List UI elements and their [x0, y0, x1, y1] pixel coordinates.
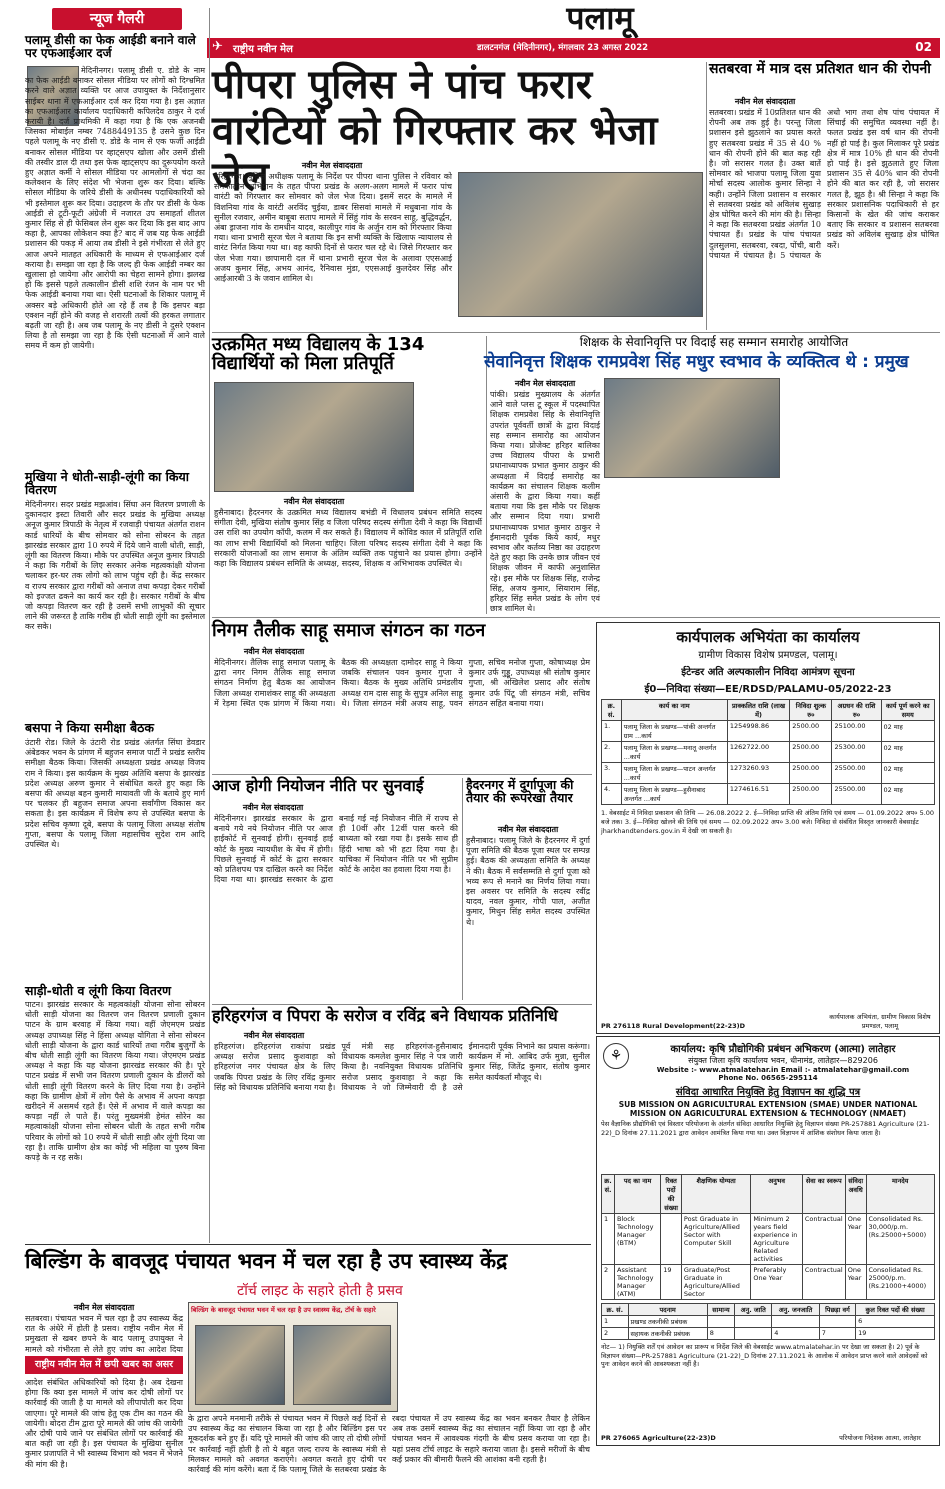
niyojan-byline: नवीन मेल संवाददाता [242, 803, 304, 812]
nigam-headline: निगम तैलीक साहू समाज संगठन का गठन [212, 620, 486, 641]
lead-byline: नवीन मेल संवाददाता [301, 161, 363, 170]
tender1-footer-left: PR 276118 Rural Development(22-23)D [601, 1022, 745, 1030]
school-byline: नवीन मेल संवाददाता [283, 497, 345, 506]
tender2-cell [661, 1214, 682, 1265]
tender2-sub-header-cell: अनु. जाति [735, 1304, 772, 1316]
bottom-text-1: सतबरवा। पंचायत भवन में चल रहा है उप स्वास्थ्य केंद्र रात के अंधेरे में होती है प्रसव। राष्ट्रीय नवीन मेल में प्रमुखता से खबर छपने के बाद पलामू उपायुक्त ने मामले को गंभीरता से लेते हुए जांच का आदेश दिया [25, 1314, 183, 1354]
school-text: हुसैनाबाद। हैदरनगर के उत्क्रमित मध्य विद्यालय बभंडी में विधालय प्रबंधन समिति सदस्य संगीता देवी, मुखिया संतोष कुमार सिंह व जिला परिषद सदस्य संगीता देवी ने कहा कि विद्यार्थी उस राशि का उपयोग कॉपी, कलम में कर सकते हैं। विद्यालय में कोविड काल में प्रतिपूर्ति राशि का लाभ सभी विद्यार्थियों को मिलना चाहिए। जिला परिषद सदस्य संगीता देवी ने कहा कि सरकारी योजनाओं का लाभ समाज के अंतिम व्यक्ति तक पहुंचाने का प्रयास होगा। उन्होंने कहा कि विद्यालय प्रबंधन समिति के अध्यक्ष, सदस्य, शिक्षक व अभिभावक उपस्थित थे। [214, 508, 482, 569]
tender2-sub-cell: 6 [856, 1316, 935, 1328]
tender2-cell: Consolidated Rs. 25000/p.m. (Rs.21000+4000) [866, 1265, 935, 1300]
paddy-byline: नवीन मेल संवाददाता [734, 97, 796, 106]
tender2-sub-cell [772, 1316, 819, 1328]
bottom-text-2: आदेश संबंधित अधिकारियों को दिया है। अब देखना होगा कि क्या इस मामले में जांच कर दोषी लोगों पर कार्रवाई की जाती है या मामले को लीपापोती कर दिया जाएगा। पूरे मामले की जांच हेतु एक टीम का गठन की जायेगी। बोदरा टीम द्वारा पूरे मामले की जांच की जायेगी और दोषी पाये जाने पर संबंधित लोगों पर कार्रवाई की बात कही जा रही है। इस पंचायत के मुखिया सुनील कुमार प्रजापति ने भी स्वास्थ्य विभाग को भवन में भेजने की मांग की है। [25, 1378, 183, 1469]
durga-byline: नवीन मेल संवाददाता [497, 825, 559, 834]
dateline: डालटनगंज (मेदिनीनगर), मंगलवार 23 अगस्त 2022 [477, 43, 649, 53]
tender1-cell: 25100.00 [832, 721, 881, 742]
tender2-footer-right: परियोजना निदेशक आत्मा, लातेहार [839, 1434, 921, 1442]
tender1-cell: 25300.00 [832, 742, 881, 763]
leftcol-text-1: मेदिनीनगर। सदर प्रखंड मझआंव। सिंघा अन वितरण प्रणाली के दुकानदार इस्टा तिवारी और सदर प्रखंड के मुखिया अध्यक्ष अनूज कुमार त्रिपाठी के नेतृत्व में रजवाड़ी पंचायत अंतर्गत राशन कार्ड धारियों के बीच सोमवार को सोना सोबरन के तहत झारखंड सरकार द्वारा 10 रुपये में दिये जाने वाली धोती, साड़ी, लूंगी का वितरण किया। मौके पर उपस्थित अनूज कुमार त्रिपाठी ने कहा कि गरीबों के लिए सरकार अनेक महत्वकांक्षी योजना चलाकर हर-घर तक लोगो को लाभ पहुंच रही है। केंद्र सरकार व राज्य सरकार द्वारा गरीबों को अनाज तथा कपड़ा देकर गरीबों को इज्जत ढकने का कार्य कर रही है। सरकार गरीबों के बीच जो कपड़ा वितरण कर रही है उसमें सभी लाभुकों की सूचार लाने की जरूरत है ताकि गरीब ही धोती साड़ी लूंगी का इस्तेमाल कर सके। [25, 500, 205, 632]
tender2-cell: Post Graduate in Agriculture/Allied Sector with Computer Skill [681, 1214, 750, 1265]
school-headline: उत्क्रमित मध्य विद्यालय के 134 विद्यार्थियों को मिला प्रतिपूर्ति [212, 334, 425, 374]
tender2-sub-header-cell: क्र. सं. [602, 1304, 629, 1316]
tender2-sub-header-cell: पदनाम [628, 1304, 707, 1316]
tender1-cell: पलामू जिला के प्रखण्ड—पाटन अन्तर्गत ...कार्य [621, 763, 727, 784]
clip-caption: बिल्डिंग के बावजूद पंचायत भवन में चल रहा है उप स्वास्थ्य केंद्र, टॉर्च के सहारे [191, 1306, 376, 1314]
tender1-header-cell: कार्य पूर्ण करने का समय [881, 700, 934, 721]
tender2-sub-cell: 2 [602, 1328, 629, 1340]
tender1-cell: 1273260.93 [727, 763, 789, 784]
tender1-row [602, 742, 935, 763]
tender2-cell: Assistant Technology Manager (ATM) [615, 1265, 661, 1300]
tender2-sub-cell: 19 [856, 1328, 935, 1340]
masthead-title: पलामू [566, 0, 634, 37]
niyojan-text: मेदिनीनगर। झारखंड सरकार के द्वारा बनाये गये नये नियोजन नीति पर आज हाईकोर्ट में सुनवाई होगी। सुनवाई हाई कोर्ट के मुख्य न्यायधीश के बेंच में होगी। पिछले सुनवाई में कोर्ट के द्वारा सरकार को प्रतिशपथ पत्र दाखिल करने का निर्देश दिया गया था। झारखंड सरकार के द्वारा बनाई गई नई नियोजन नीति में राज्य से ही 10वीं और 12वीं पास करने की बाध्यता को रखा गया है। इसके साथ ही हिंदी भाषा को भी हटा दिया गया है। याचिका में नियोजन नीति पर भी सुप्रीम कोर्ट के आदेश का हवाला दिया गया है। [214, 814, 458, 885]
tender2-header-cell: रिक्त पदों की संख्या [661, 1175, 682, 1214]
tender2-sub-cell: 7 [819, 1328, 855, 1340]
tender2-cell: 1 [602, 1214, 615, 1265]
bottom-text-3: के द्वारा अपने मनमानी तरीके से पंचायत भवन में पिछले कई दिनों से उप स्वास्थ्य केंद्र का संचालन किया जा रहा है और बिल्डिंग इस पर मूकदर्शक बने हुए हैं। यदि पूरे मामले की जांच की जाए तो दोषी लोगों पर कार्रवाई नहीं होती है तो ये बहुत जल्द राज्य के स्वास्थ्य मंत्री से मिलकर मामले को अवगत कराएंगे। अवगत कराते हुए दोषी पर कार्रवाई की मांग करेंगे। बता दें कि पलामू जिले के सतबरवा प्रखंड के रबदा पंचायत में उप स्वास्थ्य केंद्र का भवन बनकर तैयार है लेकिन अब तक उसमें स्वास्थ्य केंद्र का संचालन नहीं किया जा रहा है और पंचायत भवन में आवश्यक गंदगी के बीच प्रसव कराया जा रहा है। यहां प्रसव टॉर्च लाइट के सहारे कराया जाता है। इससे मरीजों के बीच कई प्रकार की बीमारी फैलने की आशंका बनी रहती है। [188, 1414, 590, 1475]
bottom-byline: नवीन मेल संवाददाता [73, 1303, 135, 1312]
tender1-number: ई0—निविदा संख्या—EE/RDSD/PALAMU-05/2022-23 [644, 684, 892, 695]
news-clipping-image [188, 1302, 398, 1412]
tender1-header-cell: निविदा शुल्क रु० [790, 700, 832, 721]
section-name: राष्ट्रीय नवीन मेल [233, 44, 293, 55]
masthead-bar [207, 38, 940, 58]
leftcol-headline-1: मुखिया ने धोती-साड़ी-लूंगी का किया वितरण [25, 469, 189, 498]
impact-banner [25, 1356, 183, 1374]
lead-police-photo [458, 172, 703, 317]
tender2-row [602, 1214, 935, 1265]
tender1-division: ग्रामीण विकास विशेष प्रमण्डल, पलामू। [698, 650, 838, 661]
page-number: 02 [915, 40, 932, 54]
tender1-cell: 02 माह [881, 784, 934, 805]
tender2-sub-cell: प्रखण्ड तकनीकी प्रबंधक [628, 1316, 707, 1328]
tender2-row [602, 1265, 935, 1300]
tender1-cell: 1274616.51 [727, 784, 789, 805]
tender2-table [601, 1174, 935, 1300]
teacher-felicitation-photo [604, 378, 780, 478]
tender1-header-cell: अग्रधन की राशि रु० [832, 700, 881, 721]
tender1-cell: 2. [602, 742, 622, 763]
tender2-sub-cell: 4 [772, 1328, 819, 1340]
tender1-cell: पलामू जिला के प्रखण्ड—मनातू अन्तर्गत ...कार्य [621, 742, 727, 763]
tender-notice-2 [596, 1036, 940, 1446]
tender2-sub-cell [819, 1316, 855, 1328]
tender1-cell: 3. [602, 763, 622, 784]
teacher-byline: नवीन मेल संवाददाता [514, 379, 576, 388]
durga-text: हुसैनाबाद। पलामू जिले के हैदरनगर में दुर्गा पूजा समिति की बैठक पूजा स्थल पर सम्पन्न हुई। बैठक की अध्यक्षता समिति के अध्यक्ष ने की। बैठक में सर्वसम्मति से दुर्गा पूजा को भव्य रूप से मनाने का निर्णय लिया गया। इस अवसर पर समिति के सदस्य रवींद्र यादव, नवल कुमार, गोपी पाल, अजीत कुमार, मिथुन सिंह समेत सदस्य उपस्थित थे। [466, 836, 590, 927]
bird-logo-icon: ✈ [212, 39, 223, 54]
leftcol-headline-3: साड़ी-धोती व लूंगी किया वितरण [25, 983, 171, 998]
tender1-cell: 1254998.86 [727, 721, 789, 742]
tender1-cell: 02 माह [881, 742, 934, 763]
tender2-sub-row [602, 1316, 935, 1328]
mla-headline: हरिहरगंज व पिपरा के सरोज व रविंद्र बने विधायक प्रतिनिधि [212, 1006, 558, 1025]
tender2-header-cell: सेवा का स्वरूप [802, 1175, 845, 1214]
tender2-scheme: SUB MISSION ON AGRICULTURAL EXTENSION (SMAE) UNDER NATIONAL MISSION ON AGRICULTURAL EXTENSION & TECHNOLOGY (NMAET) [618, 1100, 918, 1118]
tender1-cell: 25500.00 [832, 784, 881, 805]
tender1-cell: 25500.00 [832, 763, 881, 784]
tender2-header-cell: क्र. सं. [602, 1175, 615, 1214]
tender2-sub-header-cell: सामान्य [707, 1304, 734, 1316]
tender1-header-cell: प्राक्कलित राशि (लाख में) [727, 700, 789, 721]
paddy-headline: सतबरवा में मात्र दस प्रतिशत धान की रोपनी [709, 61, 931, 77]
column-divider [209, 8, 210, 1243]
tender1-header-cell: क्र. सं. [602, 700, 622, 721]
tender2-sub-cell [735, 1316, 772, 1328]
nigam-byline: नवीन मेल संवाददाता [243, 647, 305, 656]
tender2-cell: Contractual [802, 1214, 845, 1265]
tender1-title: ईटेन्डर अति अल्पकालीन निविदा आमंत्रण सूचना [681, 667, 855, 678]
tender2-subtable [601, 1303, 935, 1340]
tender1-cell: 1. [602, 721, 622, 742]
mla-byline: नवीन मेल संवाददाता [243, 1031, 305, 1040]
tender1-cell: पलामू जिला के प्रखण्ड—हुसैनाबाद अन्तर्गत ...कार्य [621, 784, 727, 805]
tender2-contact: Website :- www.atmalatehar.in Email :- atmalatehar@gmail.com [656, 1066, 910, 1074]
lead-headline: पीपरा पुलिस ने पांच फरार वारंटियों को गिरफ्तार कर भेजा जेल [212, 62, 658, 200]
tender2-sub-cell: 1 [602, 1316, 629, 1328]
tender1-cell: 1262722.00 [727, 742, 789, 763]
tender2-cell: Consolidated Rs. 30,000/p.m. (Rs.25000+5000) [866, 1214, 935, 1265]
tender2-cell: Graduate/Post Graduate in Agriculture/Allied Sector [681, 1265, 750, 1300]
bottom-headline: बिल्डिंग के बावजूद पंचायत भवन में चल रहा है उप स्वास्थ्य केंद्र [25, 1249, 508, 1273]
impact-banner-text: राष्ट्रीय नवीन मेल में छपी खबर का असर [34, 1359, 174, 1370]
mla-text: हरिहरगंज। हरिहरगंज राकांपा प्रखंड अध्यक्ष सरोज प्रसाद कुशवाहा को हरिहरगंज नगर पंचायत क्षेत्र के लिए जबकि पिपरा प्रखंड के लिए रविंद्र कुमार सिंह को विधायक प्रतिनिधि बनाया गया है। पूर्व मंत्री सह हरिहरगंज-हुसैनाबाद विधायक कमलेश कुमार सिंह ने पत्र जारी किया है। नवनियुक्त विधायक प्रतिनिधि सरोज प्रसाद कुशवाहा ने कहा कि विधायक ने जो जिम्मेवारी दी है उसे ईमानदारी पूर्वक निभाने का प्रयास करूंगा। कार्यक्रम में मो. आबिद उर्फ मुन्ना, सुनील कुमार सिंह, जितेंद्र कुमार, संतोष कुमार समेत कार्यकर्ता मौजूद थे। [214, 1042, 590, 1092]
jharkhand-emblem-icon: ⚘ [603, 1043, 629, 1069]
leftcol-headline-2: बसपा ने किया समीक्षा बैठक [25, 720, 154, 735]
tender1-row [602, 784, 935, 805]
tender2-cell: 2 [602, 1265, 615, 1300]
paddy-text: सतबरवा। प्रखंड में 10प्रतिशत धान की रोपनी अब तक हुई है। परन्तु जिला प्रशासन इसे झुठलाने का प्रयास करते हुए सतबरवा प्रखंड में 35 से 40 % धान की रोपनी होने की बात कह रही है। जो सरासर गलत है। उक्त बातें सोमवार को भाजपा पलामू जिला युवा मोर्चा सदस्य आलोक कुमार सिन्हा ने कही। उन्होंने जिला प्रशासन व सरकार से सतबरवा प्रखंड को अविलंब सुखाड़ क्षेत्र घोषित करने की मांग की है। सिन्हा ने कहा कि सतबरवा प्रखंड अंतर्गत 10 पंचायत हैं। प्रखंड के पांच पंचायत दुलसुलमा, सतबरवा, रबदा, पोंची, बारी पंचायत में पंचायत है। 5 पंचायत के अधो भाग तथा शेष पांच पंचायत में सिंचाई की समुचित व्यवस्था नहीं है। फलत प्रखंड इस वर्ष धान की रोपनी नहीं हो पाई है। कुल मिलाकर पूरे प्रखंड क्षेत्र में मात्र 10% ही धान की रोपनी हो पाई है। इसे झुठलाते हुए जिला प्रशासन 35 से 40% धान की रोपनी होने की बात कर रही है, जो सरासर गलत है, झूठ है। श्री सिन्हा ने कहा कि सरकार प्रशासनिक पदाधिकारी से हर किसानों के खेत की जांच कराकर बताए कि सरकार व प्रशासन सतबरवा प्रखंड को अविलंब सुखाड़ क्षेत्र घोषित करें। [709, 108, 939, 260]
tender2-cell: One Year [845, 1214, 866, 1265]
gallery-label: न्यूज गैलरी [89, 11, 145, 27]
tender2-cell: Block Technology Manager (BTM) [615, 1214, 661, 1265]
tender1-cell: पलामू जिला के प्रखण्ड—पांकी अन्तर्गत ग्राम ...कार्य [621, 721, 727, 742]
tender2-cell: 19 [661, 1265, 682, 1300]
tender-notice-1 [596, 622, 940, 1034]
gallery-text: मेदिनीनगर। पलामू डीसी ए. डोडे के नाम का फेक आईडी बनाकर सोसल मीडिया पर लोगों को दिग्भ्रमित करने वाले अज्ञात व्यक्ति पर आज उपायुक्त के निर्देशानुसार साईबर थाना में एफआईआर दर्ज कर दिया गया है। इस अज्ञात का एफआईआर कार्यालय पदाधिकारी कपिलदेव ठाकुर ने दर्ज करायी है। दर्ज प्राथमिकी में कहा गया है कि एक अजनबी जिसका मोबाईल नम्बर 7488449135 है उसने कुछ दिन पहले पलामू के नए डीसी ए. डोडे के नाम से एक फर्जी आईडी बनाकर सोसल मीडिया पर व्हाट्सएप खोला और उसमें डीसी की तस्वीर डाल दी तथा इस फेक व्हाट्सएप का दुरूपयोग करते हुए अज्ञात कर्मी ने सोसल मीडिया पर आमलोगों से चंदा का कलेक्शन के लिए संदेश भी भेजना शुरू कर दिया। बल्कि सोसल मीडिया के जरिये डीसी के अधीनस्थ पदाधिकारियों को भी इस्तेमाल शुरू कर दिया। उदाहरण के तौर पर डीसी के फेक आईडी से टूटी-फूटी अंग्रेजी में नजारत उप समाहर्ता शीतल कुमार सिंह से ही फेसिबल लेन शुरू कर दिया कि इस बाद आप कहा है, आपका लोकेशन क्या है? बाद में जब यह फेक आईडी प्रशासन की पकड़ में आया तब डीसी ने इसे गंभीरता से लेते हुए आज अपने मातहत अधिकारी के माध्यम से एफआईआर दर्ज कराया है। समझा जा रहा है कि जल्द ही फेक आईडी नम्बर का खुलासा हो जायेगा और आरोपी का चेहरा सामने होगा। झलख हो कि इससे पहले तत्कालीन डीसी शशि रंजन के नाम पर भी फेक आईडी बनाया गया था। ऐसी घटनाओं के शिकार पलामू में अक्सर बड़े अधिकारी होते आ रहे हैं तब है कि इसपर बड़ा एक्शन नहीं होने की वजह से शरारती तत्वों की हरकत लगातार बढ़ती जा रही है। अब जब पलामू के नए डीसी ने दुसरे एक्शन लिया है तो समझा जा रहा है कि ऐसी घटनाओं में आने वाले समय में कम हो जायेगी। [25, 66, 205, 351]
gallery-label-box [52, 8, 182, 30]
tender1-cell: 4. [602, 784, 622, 805]
tender2-footer-left: PR 276065 Agriculture(22-23)D [601, 1434, 716, 1442]
tender2-cell: Preferably One Year [751, 1265, 803, 1300]
tender2-sub-cell [735, 1328, 772, 1340]
tender1-footer-right: कार्यपालक अभियंता, ग्रामीण विकास विशेष प्रमण्डल, पलामू [829, 1013, 931, 1030]
tender2-header-cell: मानदेय [866, 1175, 935, 1214]
teacher-text-cont [604, 482, 780, 614]
teacher-text: पांकी। प्रखंड मुख्यालय के अंतर्गत आने वाले प्लस टू स्कूल में पदस्थापित शिक्षक रामप्रवेश सिंह के सेवानिवृत्ति उपरांत पूर्ववर्ती छात्रों के द्वारा विदाई सह सम्मान समारोह का आयोजन किया गया। प्रोजेक्ट हरिहर बालिका उच्च विद्यालय पीपरा के प्रभारी प्रधानाध्यापक प्रभात कुमार ठाकुर की अध्यक्षता में विदाई समारोह का कार्यक्रम का संचालन शिक्षक कलीम अंसारी के द्वारा किया गया। कहीं बताया गया कि इस मौके पर शिक्षक और सम्मान दिया गया। प्रभारी प्रधानाध्यापक प्रभात कुमार ठाकुर ने ईमानदारी पूर्वक किये कार्य, मधुर स्वभाव और कर्तव्य निष्ठा का उदाहरण देते हुए कहा कि उनके छात्र जीवन एवं शिक्षक जीवन में काफी अनुशासित रहे। इस मौके पर शिक्षक सिंह, राजेन्द्र सिंह, अजय कुमार, सियाराम सिंह, हरिहर सिंह समेत प्रखंड के लोग एवं छात्र शामिल थे। [490, 390, 600, 614]
tender2-cell: One Year [845, 1265, 866, 1300]
tender2-intro: पेस वैज्ञानिक प्रौद्योगिकी एवं विस्तार परियोजना के अंतर्गत संविदा आधारित नियुक्ति हेतु विज्ञापन संख्या PR-257881 Agriculture (21-22)_D दिनांक 27.11.2021 द्वारा आवेदन आमंत्रित किया गया था। उक्त विज्ञापन में आंशिक संशोधन किया जाता है। [601, 1120, 930, 1137]
tender2-header-cell: शैक्षणिक योग्यता [681, 1175, 750, 1214]
tender2-sub-header-cell: पिछड़ा वर्ग [819, 1304, 855, 1316]
tender2-sub-cell: सहायक तकनीकी प्रबंधक [628, 1328, 707, 1340]
tender2-sub-header-cell: कुल रिक्त पदों की संख्या [856, 1304, 935, 1316]
tender2-corrigendum: संविदा आधारित नियुक्ति हेतु विज्ञापन का शुद्धि पत्र [675, 1087, 861, 1098]
tender2-header-cell: अनुभव [751, 1175, 803, 1214]
clip-photo-2 [293, 1325, 391, 1405]
tender2-sub-row [602, 1328, 935, 1340]
tender1-row [602, 721, 935, 742]
gallery-headline: पलामू डीसी का फेक आईडी बनाने वाले पर एफआईआर दर्ज [25, 33, 196, 60]
tender1-office: कार्यपालक अभियंता का कार्यालय [676, 628, 860, 646]
tender1-cell: 2500.00 [790, 784, 832, 805]
tender2-sub-cell [707, 1316, 734, 1328]
tender1-header-cell: कार्य का नाम [621, 700, 727, 721]
tender1-row [602, 763, 935, 784]
tender1-notes: 1. वेबसाईट में निविदा प्रकाशन की तिथि — 26.08.2022 2. ई—निविदा प्राप्ति की अंतिम तिथि एवं समय — 01.09.2022 अप० 5.00 बजे तक। 3. ई—निविदा खोलने की तिथि एवं समय — 02.09.2022 अप० 3.00 बजे। निविदा से संबंधित विस्तृत जानकारी वेबसाईट jharkhandtenders.gov.in में देखी जा सकती है। [601, 809, 935, 835]
tender2-office: कार्यालय: कृषि प्रौद्योगिकी प्रबंधन अभिकरण (आत्मा) लातेहार [670, 1044, 896, 1055]
leftcol-text-3: पाटन। झारखंड सरकार के महत्वकांक्षी योजना सोना सोबरन धोती साड़ी योजना का वितरण जन वितरण प्रणाली दुकान पाटन के ग्राम बरवाह में किया गया। वहीं जेएमएम प्रखंड अध्यक्ष उपाध्यक्ष सिंह ने हिंसा अध्यक्ष योगिता ने सोना सोबरन धोती साड़ी योजना के द्वारा कार्ड धारियों तथा गरीब बुजुर्गों के बीच धोती साड़ी लूंगी का वितरण किया गया। जेएमएम प्रखंड अध्यक्ष ने कहा कि यह योजना झारखंड सरकार की है। पूरे पाटन प्रखंड में सभी जन वितरण प्रणाली दुकान के डीलरों को धोती साड़ी लूंगी वितरण करने के लिए दिया गया है। उन्होंने कहा कि ग्रामीण क्षेत्रों में लोग पैसे के अभाव में अपना कपड़ा खरीदने में असमर्थ रहते हैं। ऐसे में अभाव में वाले कपड़ा का कपड़ा नहीं ले पाते हैं। परंतु मुख्यमंत्री हेमंत सोरेन का महत्वाकांक्षी योजना सोना सोबरन धोती के तहत सभी गरीब परिवार के लोगों को 10 रुपये में धोती साड़ी और लूंगी दिया जा रहा है। ताकि ग्रामीण क्षेत्र का कोई भी महिला या पुरुष बिना कपड़े के न रह सके। [25, 1000, 205, 1163]
nigam-text: मेदिनीनगर। तैलिक साहू समाज पलामू के द्वारा नगर निगम तैलिक साहू समाज संगठन निर्माण हेतु बैठक का आयोजन जिला अध्यक्ष रामाशंकर साहू की अध्यक्षता में रेड़मा स्थित एक प्रांगण में किया गया। बैठक की अध्यक्षता दामोदर साहू ने किया जबकि संचालन पवन कुमार गुप्ता ने किया। बैठक के मुख्य अतिथि प्रमंडलीय अध्यक्ष राम दास साहू के सुपुत्र अनिल साहू थे। जिला संगठन मंत्री अजय साहू, पवन गुप्ता, सचिव मनोज गुप्ता, कोषाध्यक्ष प्रेम कुमार उर्फ गुड्डू, उपाध्यक्ष श्री संतोष कुमार गुप्ता, श्री अखिलेश प्रसाद और संतोष कुमार उर्फ पिंटू जी संगठन मंत्री, सचिव संगठन सहित बनाया गया। [214, 658, 590, 708]
teacher-kicker: शिक्षक के सेवानिवृत्ति पर विदाई सह सम्मान समारोह आयोजित [579, 335, 849, 349]
school-students-photo [214, 382, 414, 492]
teacher-text-side [785, 378, 939, 614]
bottom-subhead: टॉर्च लाइट के सहारे होती है प्रसव [237, 1283, 403, 1299]
durga-headline: हैदरनगर में दुर्गापूजा की तैयार की रूपरेखा तैयार [466, 777, 574, 806]
tender2-notes: नोट— 1) नियुक्ति शर्तें एवं आवेदन का प्रारूप व निर्देश जिले की वेबसाईट www.atmalatehar.in पर देखा जा सकता है। 2) पूर्व के विज्ञापन संख्या—PR-257881 Agriculture (21-22)_D दिनांक 27.11.2021 के आलोक में आवेदन प्राप्त करने वाले आवेदकों को पुनः आवेदन करने की आवश्यकता नहीं है। [601, 1343, 928, 1368]
tender2-header-cell: पद का नाम [615, 1175, 661, 1214]
tender2-address: संयुक्त जिला कृषि कार्यालय भवन, धीनामंड, लातेहार—829206 [688, 1056, 878, 1065]
tender2-phone: Phone No. 06565-295114 [718, 1074, 818, 1082]
tender1-cell: 2500.00 [790, 763, 832, 784]
leftcol-text-2: उंटारी रोड। जिले के उंटारी रोड प्रखंड अंतर्गत सिंघा डेवडार अंबेडकर भवन के प्रांगण में बहुजन समाज पार्टी ने प्रखंड स्तरीय समीक्षा बैठक किया। जिसकी अध्यक्षता प्रखंड अध्यक्ष विजय राम ने किया। इस कार्यक्रम के मुख्य अतिथि बसपा के झारखंड प्रदेश अध्यक्ष अरुण कुमार ने संबोधित करते हुए कहा कि बसपा की अध्यक्ष बहन कुमारी मायावती जी के बताये हुए मार्ग पर चलकर ही बहुजन समाज अपना सर्वांगीण विकास कर सकता है। इस कार्यक्रम में विशेष रूप से उपस्थित बसपा के प्रदेश सचिव कृष्णा दूबे, बसपा के पलामू जिला अध्यक्ष संतोष गुप्ता, बसपा के पलामू जिला महासचिव सुदेश राम आदि उपस्थित थे। [25, 738, 205, 850]
tender2-sub-cell: 8 [707, 1328, 734, 1340]
tender2-cell: Minimum 2 years field experience in Agriculture Related activities [751, 1214, 803, 1265]
niyojan-headline: आज होगी नियोजन नीति पर सुनवाई [212, 776, 424, 795]
lead-text: हरिहरगंज। पुलिस अधीक्षक पलामू के निर्देश पर पीपरा थाना पुलिस ने रविवार को समकालीन अभियान के तहत पीपरा प्रखंड के अलग-अलग मामले में फरार पांच वारंटी को गिरफ्तार कर सोमवार को जेल भेज दिया। इसमें सदर के मामले में विशनिया गांव के वारंटी अरविंद चुईया, डाबर सिसवां मामले में मधुबाना गांव के सुनील रजवार, अमीन बाबूबा सताप मामले में सिंहुं गांव के सरवन साहू, बुद्धिवर्द्धन, अंबा ड्राजना गांव के रामधीन यादव, कालीपुर गांव के अर्जुन राम को गिरफ्तार किया गया। थाना प्रभारी सूरज चेल ने बताया कि इन सभी व्यक्ति के खिलाफ न्यायालय से वारंट निर्गत किया गया था। वह काफी दिनों से फरार चल रहे थे। जिसे गिरफ्तार कर जेल भेजा गया। छापामारी दल में थाना प्रभारी सूरज चेल के अलावा एएसआई अजय कुमार सिंह, अभय आनंद, रैनिवास मुंडा, एएसआई कुलदेवर सिंह और आईआरबी 3 के जवान शामिल थे। [214, 172, 452, 284]
tender2-header-cell: संविदा अवधि [845, 1175, 866, 1214]
tender1-cell: 2500.00 [790, 742, 832, 763]
tender2-cell: Contractual [802, 1265, 845, 1300]
tender1-table [601, 699, 935, 805]
tender1-cell: 2500.00 [790, 721, 832, 742]
teacher-headline: सेवानिवृत्त शिक्षक रामप्रवेश सिंह मधुर स्वभाव के व्यक्तित्व थे : प्रमुख [484, 352, 909, 372]
tender2-sub-header-cell: अनु. जनजाति [772, 1304, 819, 1316]
tender1-cell: 02 माह [881, 721, 934, 742]
clip-photo [195, 1325, 285, 1405]
tender1-cell: 02 माह [881, 763, 934, 784]
